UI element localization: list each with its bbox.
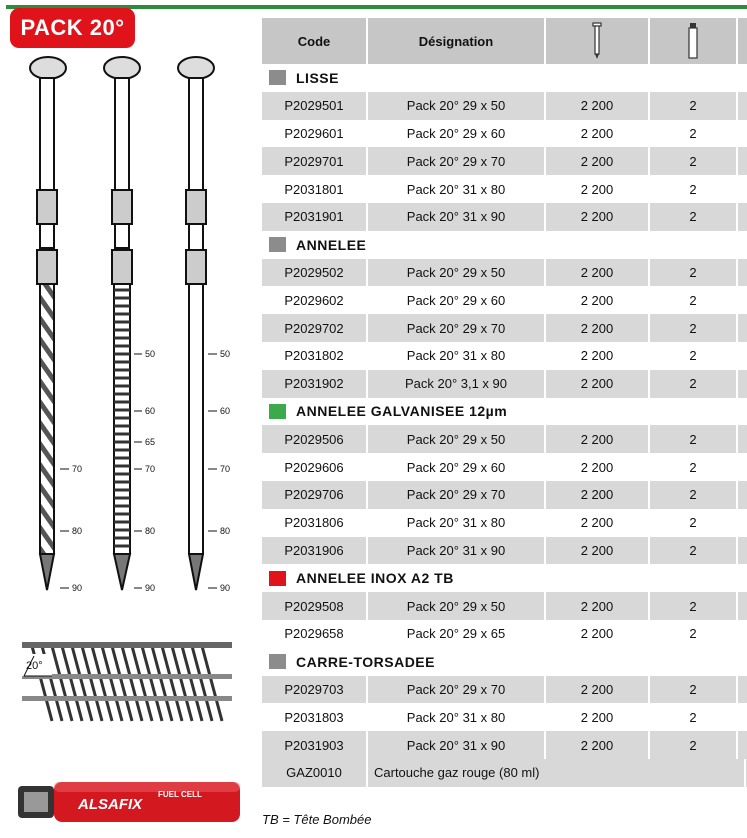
row-code: P2029706: [262, 481, 368, 509]
row-designation: Pack 20° 29 x 70: [368, 314, 546, 342]
row-filler: [738, 175, 747, 203]
row-designation: Pack 20° 29 x 70: [368, 147, 546, 175]
row-designation: Pack 20° 31 x 80: [368, 509, 546, 537]
row-nail-quantity: 2 200: [546, 676, 650, 704]
row-code: P2031802: [262, 342, 368, 370]
section-title: ANNELEE GALVANISEE 12µm: [296, 403, 508, 420]
row-cartridge-count: 2: [650, 92, 738, 120]
section-color-swatch: [269, 237, 286, 252]
scale-mark-60: 60: [145, 406, 156, 416]
row-code: P2029506: [262, 425, 368, 453]
row-nail-quantity: 2 200: [546, 259, 650, 287]
row-code: P2029658: [262, 620, 368, 648]
section-color-swatch: [269, 70, 286, 85]
row-nail-quantity: 2 200: [546, 286, 650, 314]
ringed-nail-icon: [104, 57, 140, 590]
cartridge-sub: FUEL CELL: [158, 790, 202, 799]
row-nail-quantity: 2 200: [546, 509, 650, 537]
nails-illustration: [10, 50, 240, 610]
section-header: [262, 64, 747, 92]
table-row: [262, 259, 747, 287]
row-nail-quantity: 2 200: [546, 175, 650, 203]
table-row: [262, 314, 747, 342]
row-filler: [738, 203, 747, 231]
table-row: [262, 703, 747, 731]
gas-cartridge-illustration: [18, 778, 243, 824]
table-row: [262, 370, 747, 398]
row-code: P2029606: [262, 453, 368, 481]
row-cartridge-count: 2: [650, 259, 738, 287]
table-row-gas-cartridge: [262, 759, 747, 787]
product-table: [262, 18, 747, 787]
svg-text:60: 60: [220, 406, 231, 416]
row-cartridge-count: 2: [650, 453, 738, 481]
header-designation: Désignation: [368, 18, 546, 64]
row-filler: [738, 259, 747, 287]
table-row: [262, 147, 747, 175]
smooth-nail-icon: [178, 57, 214, 590]
section-color-swatch: [269, 571, 286, 586]
row-designation: Pack 20° 31 x 80: [368, 175, 546, 203]
row-cartridge-count: 2: [650, 509, 738, 537]
row-nail-quantity: 2 200: [546, 703, 650, 731]
scale-mark-65: 65: [145, 437, 156, 447]
row-nail-quantity: 2 200: [546, 731, 650, 759]
row-designation: Pack 20° 31 x 90: [368, 731, 546, 759]
section-title: LISSE: [296, 69, 339, 86]
row-designation: Pack 20° 31 x 80: [368, 703, 546, 731]
row-code: P2029601: [262, 120, 368, 148]
table-row: [262, 509, 747, 537]
row-nail-quantity: 2 200: [546, 592, 650, 620]
row-cartridge-count: 2: [650, 120, 738, 148]
row-cartridge-count: 2: [650, 370, 738, 398]
row-nail-quantity: 2 200: [546, 203, 650, 231]
row-code: P2031902: [262, 370, 368, 398]
row-designation: Pack 20° 29 x 65: [368, 620, 546, 648]
scale-mark-50: 50: [145, 349, 156, 359]
row-designation: Pack 20° 29 x 50: [368, 259, 546, 287]
row-cartridge-count: 2: [650, 676, 738, 704]
row-code: P2031801: [262, 175, 368, 203]
cartridge-brand: ALSAFIX: [78, 796, 143, 813]
row-designation: Cartouche gaz rouge (80 ml): [368, 759, 746, 787]
row-filler: [738, 676, 747, 704]
row-cartridge-count: 2: [650, 147, 738, 175]
row-designation: Pack 20° 29 x 60: [368, 120, 546, 148]
row-filler: [738, 453, 747, 481]
row-filler: [738, 731, 747, 759]
row-filler: [738, 537, 747, 565]
section-header: [262, 648, 747, 676]
row-code: P2029501: [262, 92, 368, 120]
row-cartridge-count: 2: [650, 175, 738, 203]
row-filler: [738, 92, 747, 120]
row-code: P2029701: [262, 147, 368, 175]
footnote: TB = Tête Bombée: [262, 812, 372, 827]
twisted-nail-icon: [30, 57, 66, 590]
row-filler: [738, 342, 747, 370]
strip-angle-label: 20°: [26, 660, 43, 672]
row-code: P2031803: [262, 703, 368, 731]
row-code: P2031903: [262, 731, 368, 759]
row-code: GAZ0010: [262, 759, 368, 787]
header-code: Code: [262, 18, 368, 64]
row-designation: Pack 20° 31 x 90: [368, 537, 546, 565]
row-code: P2029703: [262, 676, 368, 704]
table-row: [262, 92, 747, 120]
table-row: [262, 731, 747, 759]
row-filler: [738, 703, 747, 731]
row-filler: [738, 592, 747, 620]
row-filler: [738, 509, 747, 537]
row-nail-quantity: 2 200: [546, 481, 650, 509]
row-nail-quantity: 2 200: [546, 537, 650, 565]
table-row: [262, 453, 747, 481]
svg-text:80: 80: [72, 526, 83, 536]
row-code: P2029602: [262, 286, 368, 314]
row-code: P2031906: [262, 537, 368, 565]
row-filler: [738, 314, 747, 342]
svg-text:70: 70: [220, 464, 231, 474]
table-header: [262, 18, 747, 64]
svg-text:70: 70: [72, 464, 83, 474]
table-row: [262, 342, 747, 370]
row-designation: Pack 20° 31 x 90: [368, 203, 546, 231]
section-color-swatch: [269, 404, 286, 419]
row-designation: Pack 20° 29 x 50: [368, 425, 546, 453]
pack-badge: PACK 20°: [10, 8, 135, 48]
row-filler: [738, 120, 747, 148]
scale-mark-90: 90: [145, 583, 156, 593]
row-cartridge-count: 2: [650, 342, 738, 370]
nail-strip-illustration: [22, 636, 232, 726]
row-code: P2031901: [262, 203, 368, 231]
table-row: [262, 175, 747, 203]
section-header: [262, 231, 747, 259]
table-row: [262, 676, 747, 704]
row-nail-quantity: 2 200: [546, 453, 650, 481]
row-designation: Pack 20° 29 x 70: [368, 676, 546, 704]
row-nail-quantity: 2 200: [546, 620, 650, 648]
row-cartridge-count: 2: [650, 203, 738, 231]
table-row: [262, 286, 747, 314]
table-row: [262, 425, 747, 453]
row-nail-quantity: 2 200: [546, 92, 650, 120]
row-nail-quantity: 2 200: [546, 147, 650, 175]
row-cartridge-count: 2: [650, 537, 738, 565]
row-code: P2029508: [262, 592, 368, 620]
row-nail-quantity: 2 200: [546, 342, 650, 370]
table-row: [262, 537, 747, 565]
scale-mark-70: 70: [145, 464, 156, 474]
row-cartridge-count: 2: [650, 592, 738, 620]
row-cartridge-count: 2: [650, 731, 738, 759]
row-designation: Pack 20° 3,1 x 90: [368, 370, 546, 398]
row-code: P2031806: [262, 509, 368, 537]
row-filler: [738, 286, 747, 314]
table-row: [262, 592, 747, 620]
row-filler: [738, 425, 747, 453]
row-code: P2029502: [262, 259, 368, 287]
row-cartridge-count: 2: [650, 286, 738, 314]
svg-text:80: 80: [220, 526, 231, 536]
row-cartridge-count: 2: [650, 703, 738, 731]
section-title: CARRE-TORSADEE: [296, 653, 435, 670]
row-designation: Pack 20° 31 x 80: [368, 342, 546, 370]
row-designation: Pack 20° 29 x 60: [368, 453, 546, 481]
svg-text:90: 90: [220, 583, 231, 593]
table-row: [262, 203, 747, 231]
row-filler: [738, 147, 747, 175]
row-filler: [738, 370, 747, 398]
row-nail-quantity: 2 200: [546, 314, 650, 342]
section-color-swatch: [269, 654, 286, 669]
section-header: [262, 564, 747, 592]
section-header: [262, 398, 747, 426]
table-row: [262, 620, 747, 648]
gas-cartridge-count-icon: [650, 18, 738, 64]
row-nail-quantity: 2 200: [546, 120, 650, 148]
nail-quantity-icon: [546, 18, 650, 64]
svg-text:50: 50: [220, 349, 231, 359]
row-cartridge-count: 2: [650, 620, 738, 648]
svg-text:90: 90: [72, 583, 83, 593]
row-designation: Pack 20° 29 x 50: [368, 92, 546, 120]
row-cartridge-count: 2: [650, 314, 738, 342]
row-filler: [738, 481, 747, 509]
row-code: P2029702: [262, 314, 368, 342]
row-cartridge-count: 2: [650, 425, 738, 453]
row-designation: Pack 20° 29 x 60: [368, 286, 546, 314]
table-row: [262, 481, 747, 509]
row-nail-quantity: 2 200: [546, 425, 650, 453]
section-title: ANNELEE: [296, 236, 367, 253]
row-cartridge-count: 2: [650, 481, 738, 509]
row-filler: [738, 620, 747, 648]
row-nail-quantity: 2 200: [546, 370, 650, 398]
row-designation: Pack 20° 29 x 50: [368, 592, 546, 620]
section-title: ANNELEE INOX A2 TB: [296, 570, 454, 587]
table-row: [262, 120, 747, 148]
row-designation: Pack 20° 29 x 70: [368, 481, 546, 509]
scale-mark-80: 80: [145, 526, 156, 536]
